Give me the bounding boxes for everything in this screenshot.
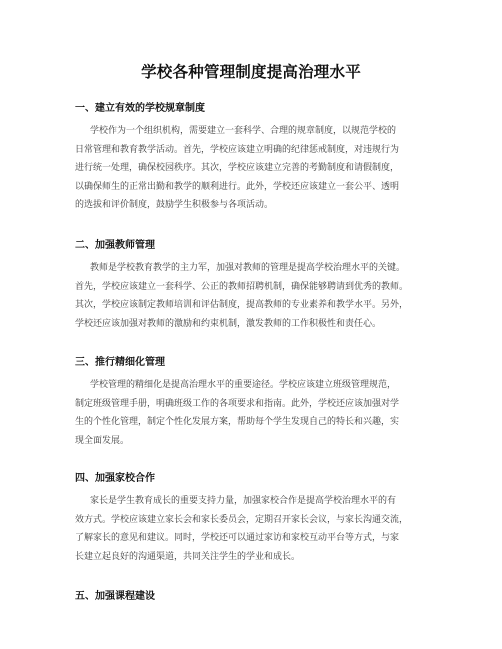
paragraph-line: 了解家长的意见和建议。同时，学校还可以通过家访和家校互动平台等方式，与家 [75, 533, 400, 543]
section-heading-2: 二、加强教师管理 [75, 240, 155, 251]
paragraph-line: 生的个性化管理，制定个性化发展方案，帮助每个学生发现自己的特长和兴趣，实 [75, 417, 400, 427]
paragraph-line: 学校作为一个组织机构，需要建立一套科学、合理的规章制度，以规范学校的 [90, 126, 397, 136]
paragraph-line: 其次，学校应该制定教师培训和评估制度，提高教师的专业素养和教学水平。另外， [75, 300, 409, 310]
section-paragraph-4 [75, 492, 435, 566]
section-paragraph-1 [75, 122, 435, 215]
paragraph-line: 效方式。学校应该建立家长会和家长委员会，定期召开家长会议，与家长沟通交流， [75, 514, 409, 525]
paragraph-line: 现全面发展。 [75, 435, 130, 446]
paragraph-line: 学校管理的精细化是提高治理水平的重要途径。学校应该建立班级管理规范， [90, 380, 397, 390]
paragraph-line: 日常管理和教育教学活动。首先，学校应该建立明确的纪律惩戒制度，对违规行为 [75, 144, 400, 155]
paragraph-line: 的选拔和评价制度，鼓励学生积极参与各项活动。 [75, 200, 274, 210]
section-heading-4: 四、加强家校合作 [75, 473, 155, 484]
section-paragraph-3 [75, 376, 435, 450]
paragraph-line: 学校还应该加强对教师的激励和约束机制，激发教师的工作积极性和责任心。 [75, 318, 382, 329]
paragraph-line: 首先，学校应该建立一套科学、公正的教师招聘机制，确保能够聘请到优秀的教师。 [75, 281, 409, 292]
paragraph-line: 长建立起良好的沟通渠道，共同关注学生的学业和成长。 [75, 551, 301, 562]
section-heading-1: 一、建立有效的学校规章制度 [75, 103, 205, 114]
paragraph-line: 以确保师生的正常出勤和教学的顺利进行。此外，学校还应该建立一套公平、透明 [75, 181, 400, 192]
document-title: 学校各种管理制度提高治理水平 [141, 63, 361, 81]
paragraph-line: 进行统一处理，确保校园秩序。其次，学校应该建立完善的考勤制度和请假制度， [75, 163, 400, 173]
paragraph-line: 教师是学校教育教学的主力军，加强对教师的管理是提高学校治理水平的关键。 [90, 263, 406, 273]
paragraph-line: 家长是学生教育成长的重要支持力量，加强家校合作是提高学校治理水平的有 [90, 496, 397, 506]
section-heading-5: 五、加强课程建设 [75, 591, 155, 602]
section-paragraph-2 [75, 259, 435, 333]
section-heading-3: 三、推行精细化管理 [75, 357, 165, 368]
paragraph-line: 制定班级管理手册，明确班级工作的各项要求和指南。此外，学校还应该加强对学 [75, 398, 400, 409]
